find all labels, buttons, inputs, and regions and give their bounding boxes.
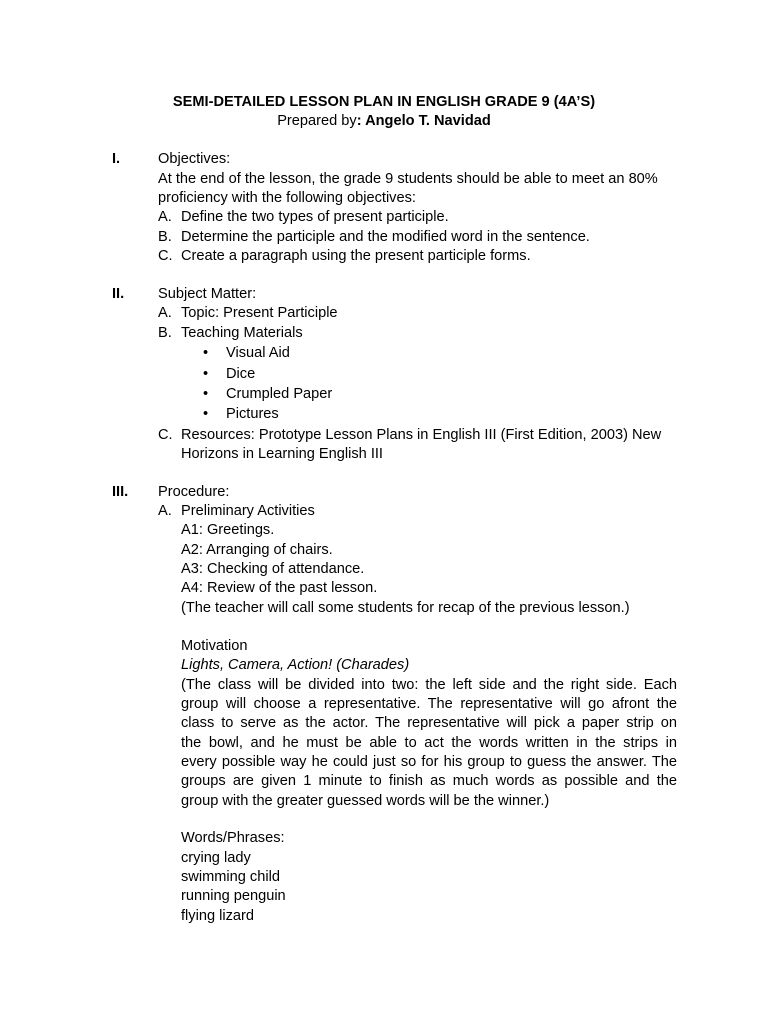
objective-item: Create a paragraph using the present participle forms. [181, 248, 531, 264]
objective-item: Determine the participle and the modified word in the sentence. [181, 229, 590, 245]
document-title: SEMI-DETAILED LESSON PLAN IN ENGLISH GRADE 9 (4A’S) [172, 94, 596, 110]
bullet-icon: • [203, 386, 209, 402]
material-item: Visual Aid [226, 345, 290, 361]
motivation-paragraph-line: (The class will be divided into two: the left side and the right side. Each [181, 677, 677, 693]
section-numeral-2: II. [112, 286, 125, 302]
motivation-paragraph-line: class to serve as the actor. The representative will pick a paper strip on [181, 715, 677, 731]
word-item: flying lizard [181, 908, 254, 924]
game-title: Lights, Camera, Action! (Charades) [181, 657, 410, 673]
motivation-heading: Motivation [181, 638, 248, 654]
author-name: : Angelo T. Navidad [356, 113, 491, 129]
materials-heading: Teaching Materials [181, 325, 303, 341]
motivation-paragraph-line: group with the greater guessed words will be the winner.) [181, 793, 550, 809]
topic-letter: A. [158, 305, 172, 321]
procedure-heading: Procedure: [158, 484, 230, 500]
subject-matter-heading: Subject Matter: [158, 286, 257, 302]
word-item: swimming child [181, 869, 280, 885]
bullet-icon: • [203, 406, 209, 422]
objectives-heading: Objectives: [158, 151, 231, 167]
resources-letter: C. [158, 427, 173, 443]
activity-item: A4: Review of the past lesson. [181, 580, 378, 596]
prepared-by-line [0, 112, 768, 131]
objective-letter: A. [158, 209, 172, 225]
resources-line: Resources: Prototype Lesson Plans in English III (First Edition, 2003) New [181, 427, 662, 443]
material-item: Dice [226, 366, 256, 382]
motivation-paragraph-line: groups are given 1 minute to finish as much words as possible and the [181, 773, 677, 789]
activity-item: A2: Arranging of chairs. [181, 542, 333, 558]
material-item: Crumpled Paper [226, 386, 333, 402]
topic-text: Topic: Present Participle [181, 305, 338, 321]
materials-letter: B. [158, 325, 172, 341]
objective-letter: C. [158, 248, 173, 264]
resources-line: Horizons in Learning English III [181, 446, 383, 462]
objectives-intro-line: proficiency with the following objectives: [158, 190, 416, 206]
word-item: crying lady [181, 850, 251, 866]
preliminary-heading: Preliminary Activities [181, 503, 315, 519]
objective-letter: B. [158, 229, 172, 245]
recap-note: (The teacher will call some students for recap of the previous lesson.) [181, 600, 630, 616]
objectives-intro-line: At the end of the lesson, the grade 9 students should be able to meet an 80% [158, 171, 658, 187]
word-item: running penguin [181, 888, 286, 904]
section-numeral-1: I. [112, 151, 121, 167]
objective-item: Define the two types of present participle. [181, 209, 449, 225]
motivation-paragraph-line: group will choose a representative. The representative will go afront the [181, 696, 677, 712]
section-numeral-3: III. [112, 484, 129, 500]
activity-item: A1: Greetings. [181, 522, 275, 538]
bullet-icon: • [203, 345, 209, 361]
activity-item: A3: Checking of attendance. [181, 561, 365, 577]
material-item: Pictures [226, 406, 279, 422]
bullet-icon: • [203, 366, 209, 382]
preliminary-letter: A. [158, 503, 172, 519]
prepared-by-label: Prepared by [277, 113, 357, 129]
motivation-paragraph-line: every possible way he could just so for his group to guess the answer. The [181, 754, 677, 770]
words-heading: Words/Phrases: [181, 830, 285, 846]
motivation-paragraph-line: the bowl, and he must be able to act the words written in the strips in [181, 735, 677, 751]
